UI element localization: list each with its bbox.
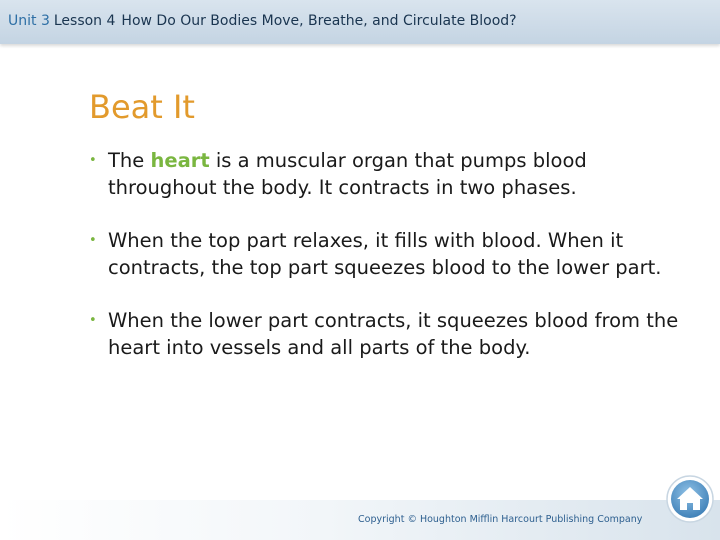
bullet-item <box>88 148 688 201</box>
unit-label: Unit 3 <box>8 13 50 29</box>
bullet-text-after: is a muscular organ that pumps blood throughout the body. It contracts in two phases. <box>108 149 587 199</box>
bullet-item <box>88 308 688 361</box>
home-icon <box>665 474 715 524</box>
bullet-dot-icon: • <box>89 233 97 248</box>
bullet-text: When the top part relaxes, it fills with blood. When it contracts, the top part squeezes blood to the lower part. <box>108 229 662 279</box>
bullet-list <box>88 148 688 361</box>
slide-title: Beat It <box>89 88 195 126</box>
bullet-dot-icon: • <box>89 153 97 168</box>
bullet-item <box>88 228 688 281</box>
home-button[interactable] <box>665 474 715 524</box>
lesson-topic: How Do Our Bodies Move, Breathe, and Circulate Blood? <box>121 13 517 29</box>
bullet-dot-icon: • <box>89 313 97 328</box>
bullet-text-before: The <box>108 149 151 172</box>
bullet-text: When the lower part contracts, it squeezes blood from the heart into vessels and all parts of the body. <box>108 309 679 359</box>
slide-header <box>0 0 720 44</box>
header-text <box>8 13 517 29</box>
copyright-text: Copyright © Houghton Mifflin Harcourt Publishing Company <box>358 514 643 525</box>
highlight-term-heart: heart <box>150 149 210 172</box>
lesson-label: Lesson 4 <box>53 13 116 29</box>
